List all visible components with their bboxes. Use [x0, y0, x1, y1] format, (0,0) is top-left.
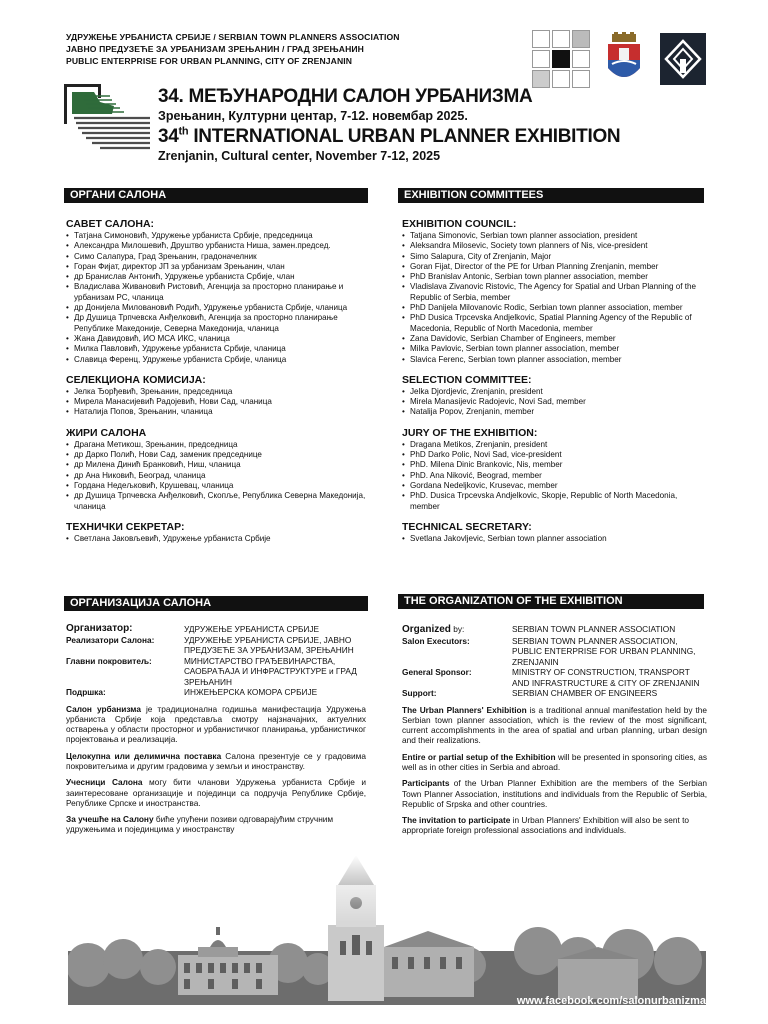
secretary-list-sr	[66, 534, 366, 544]
org-line-2: ЈАВНО ПРЕДУЗЕЋЕ ЗА УРБАНИЗАМ ЗРЕЊАНИН / ГРАД ЗРЕЊАНИН	[66, 44, 364, 54]
selection-heading-sr: СЕЛЕКЦИОНА КОМИСИЈА:	[66, 373, 206, 386]
list-item: • др Донијела Миловановић Родић, Удружење урбаниста Србије, чланица	[66, 303, 366, 313]
list-item: • Gordana Nedeljkovic, Krusevac, member	[402, 481, 707, 491]
council-heading-sr: САВЕТ САЛОНА:	[66, 218, 155, 230]
list-item: • Татјана Симоновић, Удружење урбаниста Србије, председница	[66, 231, 366, 241]
list-item: • Драгана Метикош, Зрењанин, председница	[66, 440, 366, 450]
list-item: • PhD. Milena Dinic Brankovic, Nis, member	[402, 460, 707, 470]
section-bar-organization-sr: ОРГАНИЗАЦИЈА САЛОНА	[64, 596, 368, 611]
list-item: • Жана Давидовић, ИО МСА ИКС, чланица	[66, 334, 366, 344]
list-item: • др Бранислав Антонић, Удружење урбаниста Србије, члан	[66, 272, 366, 282]
list-item: • Александра Милошевић, Друштво урбаниста Ниша, замен.председ.	[66, 241, 366, 251]
list-item: • Светлана Јаковљевић, Удружење урбаниста Србије	[66, 534, 366, 544]
executors-value-en: SERBIAN TOWN PLANNER ASSOCIATION, PUBLIC ENTERPRISE FOR URBAN PLANNING, ZRENJANIN	[512, 635, 696, 667]
subtitle-sr: Зрењанин, Културни центар, 7-12. новембар 2025.	[158, 109, 468, 123]
list-item: • Aleksandra Milosevic, Society town planners of Nis, vice-president	[402, 241, 707, 251]
organizer-lines	[66, 31, 400, 67]
footer-facebook[interactable]: www.facebook.com/salonurbanizma	[516, 995, 706, 1007]
left-committees	[66, 214, 366, 544]
list-item: • Zana Davidovic, Serbian Chamber of Engineers, member	[402, 334, 707, 344]
organizer-label: Организатор:	[66, 623, 133, 634]
organized-value: SERBIAN TOWN PLANNER ASSOCIATION	[512, 624, 676, 634]
organization-sr	[66, 624, 366, 835]
org-line-1: УДРУЖЕЊЕ УРБАНИСТА СРБИЈЕ / SERBIAN TOWN PLANNERS ASSOCIATION	[66, 32, 400, 42]
list-item: • Simo Salapura, City of Zrenjanin, Major	[402, 252, 707, 262]
jury-list-en	[402, 440, 707, 512]
list-item: • Симо Салапура, Град Зрењанин, градоначелник	[66, 252, 366, 262]
council-list-en	[402, 231, 707, 365]
list-item: • Милка Павловић, Удружење урбаниста Србије, чланица	[66, 344, 366, 354]
city-coat-of-arms	[604, 32, 644, 86]
council-heading-en: EXHIBITION COUNCIL:	[402, 218, 517, 230]
list-item: • Goran Fijat, Director of the PE for Urban Planning Zrenjanin, member	[402, 262, 707, 272]
list-item: • Jelka Djordjevic, Zrenjanin, president	[402, 387, 707, 397]
section-bar-organization-en: THE ORGANIZATION OF THE EXHIBITION	[398, 594, 704, 609]
support-label-en: Support:	[402, 688, 437, 698]
list-item: • Svetlana Jakovljevic, Serbian town planner association	[402, 534, 707, 544]
sponsor-label-en: General Sponsor:	[402, 667, 472, 677]
list-item: • др Милена Динић Бранковић, Ниш, чланица	[66, 460, 366, 470]
list-item: • Горан Фијат, директор ЈП за урбанизам Зрењанин, члан	[66, 262, 366, 272]
list-item: • др Душица Трпчевска Анђелковић, Скопље, Република Северна Македонија, чланица	[66, 491, 366, 512]
executors-label: Реализатори Салона:	[66, 634, 155, 645]
list-item: • Јелка Ђорђевић, Зрењанин, председница	[66, 387, 366, 397]
uus-logo	[660, 33, 706, 85]
list-item: • PhD Dusica Trpcevska Andjelkovic, Spatial Planning Agency of the Republic of Macedonia, Republic of North Macedonia, member	[402, 313, 707, 334]
subtitle-en: Zrenjanin, Cultural center, November 7-12, 2025	[158, 149, 441, 163]
list-item: • PhD. Ana Niković, Beograd, member	[402, 471, 707, 481]
para-setup-en: Entire or partial setup of the Exhibition will be presented in sponsoring cities, as well as in other cities in Serbia and abroad.	[402, 751, 707, 772]
executors-value: УДРУЖЕЊЕ УРБАНИСТА СРБИЈЕ, ЈАВНО ПРЕДУЗЕЋЕ ЗА УРБАНИЗАМ, ЗРЕЊАНИН	[184, 634, 354, 655]
organization-definitions-sr	[66, 624, 366, 698]
support-value-en: SERBIAN CHAMBER OF ENGINEERS	[512, 688, 658, 698]
salon-logo	[64, 84, 152, 154]
list-item: • Natalija Popov, Zrenjanin, member	[402, 407, 707, 417]
city-skyline-illustration	[68, 855, 706, 1005]
title-sr: 34. МЕЂУНАРОДНИ САЛОН УРБАНИЗМА	[158, 86, 533, 107]
list-item: • Vladislava Zivanovic Ristovic, The Agency for Spatial and Urban Planning of the Republic of Serbia, member	[402, 282, 707, 303]
section-bar-organs: ОРГАНИ САЛОНА	[64, 188, 368, 203]
footer-website[interactable]: www.uus.org.rs	[623, 1009, 706, 1021]
list-item: • Мирела Манасијевић Радојевић, Нови Сад, чланица	[66, 397, 366, 407]
list-item: • PhD Darko Polic, Novi Sad, vice-president	[402, 450, 707, 460]
list-item: • Др Душица Трпчевска Анђелковић, Агенција за просторно планирање Републике Македоније, Северна Македонија, чланица	[66, 313, 366, 334]
support-value: ИНЖЕЊЕРСКА КОМОРА СРБИЈЕ	[184, 687, 318, 697]
executors-label-en: Salon Executors:	[402, 635, 470, 646]
para-exhibition-en: The Urban Planners' Exhibition is a traditional annual manifestation held by the Serbian town planner association, which is the review of the most significant, current accomplishments in the area of spatial and urban planning, urban design and their realizations.	[402, 704, 707, 746]
org-line-3: PUBLIC ENTERPRISE FOR URBAN PLANNING, CITY OF ZRENJANIN	[66, 56, 353, 66]
jury-heading-sr: ЖИРИ САЛОНА	[66, 426, 147, 439]
list-item: • Наталија Попов, Зрењанин, чланица	[66, 407, 366, 417]
list-item: • Владислава Живановић Ристовић, Агенција за просторно планирање и урбанизам РС, чланица	[66, 282, 366, 303]
list-item: • др Дарко Полић, Нови Сад, заменик председнице	[66, 450, 366, 460]
jury-list-sr	[66, 440, 366, 512]
para-participants-en: Participants of the Urban Planner Exhibition are the members of the Serbian Town Planner Association, institutions and individuals from the Republic of Serbia, Republic of Srpska and other countries.	[402, 778, 707, 809]
sponsor-label: Главни покровитељ:	[66, 655, 152, 666]
section-bar-committees: EXHIBITION COMMITTEES	[398, 188, 704, 203]
title-en: 34th INTERNATIONAL URBAN PLANNER EXHIBITION	[158, 125, 621, 147]
support-label: Подршка:	[66, 687, 106, 697]
selection-heading-en: SELECTION COMMITTEE:	[402, 373, 532, 386]
list-item: • PhD Danijela Milovanovic Rodic, Serbian town planner association, member	[402, 303, 707, 313]
sponsor-value: МИНИСТАРСТВО ГРАЂЕВИНАРСТВА, САОБРАЋАЈА И ИНФРАСТРУКТУРЕ и ГРАД ЗРЕЊАНИН	[184, 655, 357, 687]
list-item: • Mirela Manasijevic Radojevic, Novi Sad, member	[402, 397, 707, 407]
list-item: • Slavica Ferenc, Serbian town planner association, member	[402, 355, 707, 365]
list-item: • Славица Ференц, Удружење урбаниста Србије, чланица	[66, 355, 366, 365]
selection-list-en	[402, 387, 707, 418]
secretary-heading-sr: ТЕХНИЧКИ СЕКРЕТАР:	[66, 520, 185, 533]
list-item: • Dragana Metikos, Zrenjanin, president	[402, 440, 707, 450]
organization-en	[402, 624, 707, 836]
organizer-value: УДРУЖЕЊЕ УРБАНИСТА СРБИЈЕ	[184, 624, 320, 634]
sponsor-value-en: MINISTRY OF CONSTRUCTION, TRANSPORT AND INFRASTRUCTURE & CITY OF ZRENJANIN	[512, 667, 700, 688]
secretary-list-en	[402, 534, 707, 544]
list-item: • Milka Pavlovic, Serbian town planner association, member	[402, 344, 707, 354]
para-invitation-en: The invitation to participate in Urban Planners' Exhibition will also be sent to appropriate foreign professional associations and individuals.	[402, 815, 690, 836]
para-invitation-sr: За учешће на Салону биће упућени позиви одговарајућим стручним удружењима и појединцима у иностранству	[66, 814, 334, 835]
organized-label: Organized by:	[402, 624, 465, 635]
list-item: • Tatjana Simonovic, Serbian town planner association, president	[402, 231, 707, 241]
right-committees	[402, 214, 707, 544]
jury-heading-en: JURY OF THE EXHIBITION:	[402, 426, 538, 439]
organization-definitions-en	[402, 624, 707, 699]
council-list-sr	[66, 231, 366, 365]
para-salon-sr: Салон урбанизма је традиционална годишња манифестација Удружења урбаниста Србије која представља смотру најзначајних, актуелних остварења у области просторног и урбанистичког планирања, урбанистичког пројектовања и реализација.	[66, 703, 366, 745]
secretary-heading-en: TECHNICAL SECRETARY:	[402, 520, 532, 533]
selection-list-sr	[66, 387, 366, 418]
para-setup-sr: Целокупна или делимична поставка Салона презентује се у градовима покровитељима и другим градовима у земљи и иностранству.	[66, 750, 366, 771]
title-block	[158, 86, 620, 166]
list-item: • др Ана Никовић, Београд, чланица	[66, 471, 366, 481]
para-participants-sr: Учесници Салона могу бити чланови Удружења урбаниста Србије и заинтересоване организације и појединци са подручја Републике Србије, Републике Српске и иностранства.	[66, 777, 366, 808]
list-item: • PhD. Dusica Trpcevska Andjelkovic, Skopje, Republic of North Macedonia, member	[402, 491, 707, 512]
list-item: • Гордана Недељковић, Крушевац, чланица	[66, 481, 366, 491]
list-item: • PhD Branislav Antonic, Serbian town planner association, member	[402, 272, 707, 282]
grid-logo	[532, 30, 592, 90]
